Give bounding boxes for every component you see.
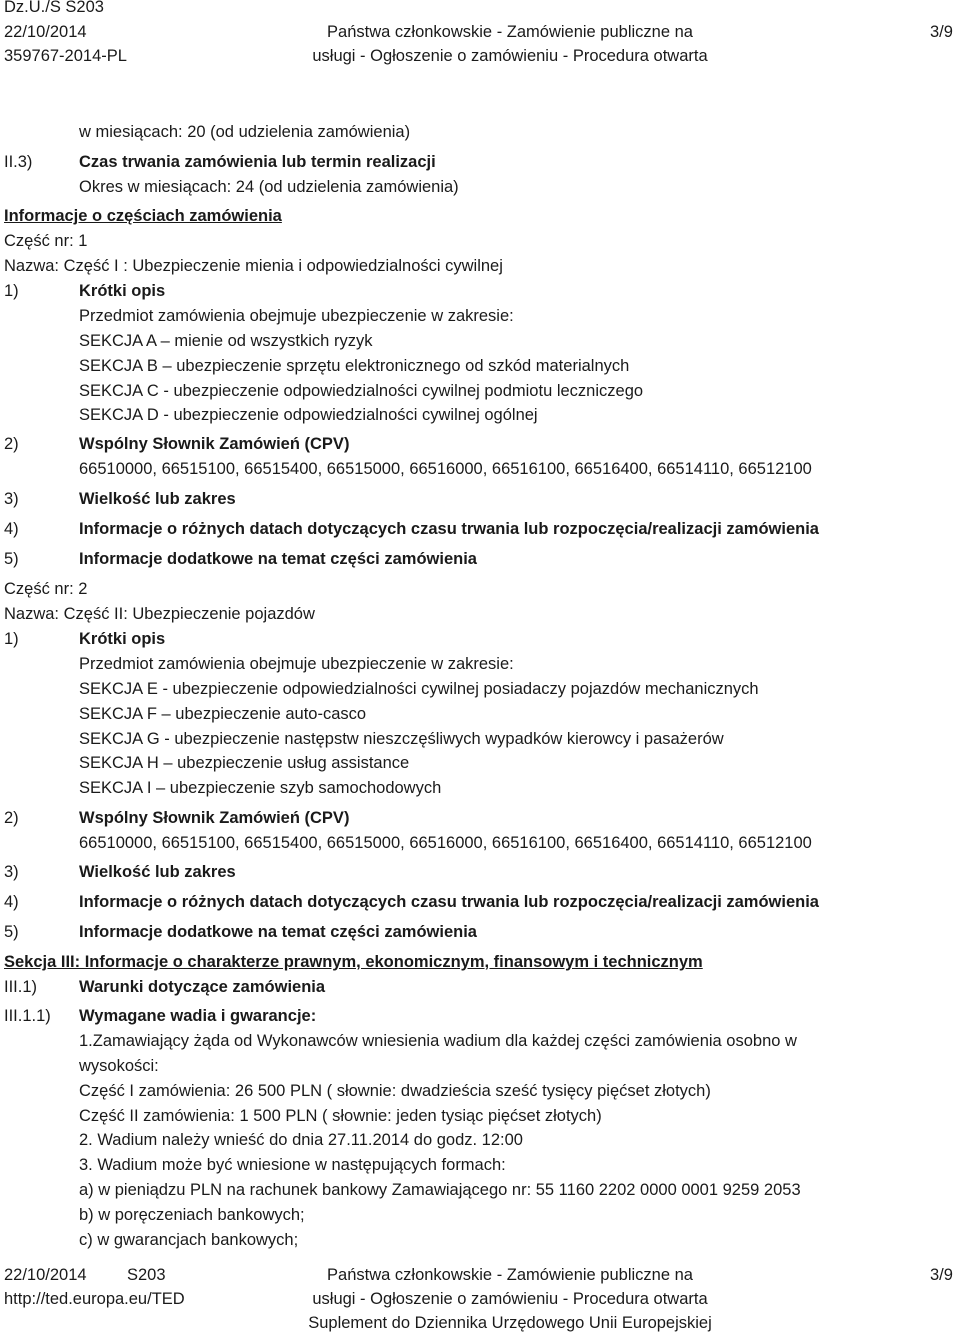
part-1-desc-line: SEKCJA B – ubezpieczenie sprzętu elektronicznego od szkód materialnych <box>79 357 630 375</box>
section-iii1-number: III.1) <box>4 978 38 996</box>
part-1-size-num: 3) <box>4 490 19 508</box>
part-1-dates-title: Informacje o różnych datach dotyczących czasu trwania lub rozpoczęcia/realizacji zamówienia <box>79 520 819 538</box>
section-iii11-number: III.1.1) <box>4 1007 51 1025</box>
footer-url-link[interactable]: http://ted.europa.eu/TED <box>4 1290 185 1308</box>
guarantee-line: Część II zamówienia: 1 500 PLN ( słownie: jeden tysiąc pięćset złotych) <box>79 1107 602 1125</box>
part-1-cpv-num: 2) <box>4 435 19 453</box>
part-2-dates-num: 4) <box>4 893 19 911</box>
guarantee-line: 1.Zamawiający żąda od Wykonawców wniesienia wadium dla każdej części zamówienia osobno w <box>79 1032 797 1050</box>
section-iii11-title: Wymagane wadia i gwarancje: <box>79 1007 317 1025</box>
part-2-desc-line: SEKCJA F – ubezpieczenie auto-casco <box>79 705 367 723</box>
guarantee-line: wysokości: <box>79 1057 159 1075</box>
guarantee-line: c) w gwarancjach bankowych; <box>79 1231 299 1249</box>
footer-date: 22/10/2014 <box>4 1266 87 1284</box>
part-2-short-num: 1) <box>4 630 19 648</box>
part-2-extra-title: Informacje dodatkowe na temat części zamówienia <box>79 923 477 941</box>
part-2-size-title: Wielkość lub zakres <box>79 863 236 881</box>
part-1-cpv-title: Wspólny Słownik Zamówień (CPV) <box>79 435 350 453</box>
part-2-extra-num: 5) <box>4 923 19 941</box>
part-1-short-num: 1) <box>4 282 19 300</box>
part-2-size-num: 3) <box>4 863 19 881</box>
part-2-desc-line: Przedmiot zamówienia obejmuje ubezpieczenie w zakresie: <box>79 655 514 673</box>
part-2-number: Część nr: 2 <box>4 580 88 598</box>
guarantee-line: a) w pieniądzu PLN na rachunek bankowy Zamawiającego nr: 55 1160 2202 0000 0001 9259 2053 <box>79 1181 801 1199</box>
guarantee-line: Część I zamówienia: 26 500 PLN ( słownie: dwadzieścia sześć tysięcy pięćset złotych) <box>79 1082 711 1100</box>
section-iii1-title: Warunki dotyczące zamówienia <box>79 978 326 996</box>
parts-heading: Informacje o częściach zamówienia <box>4 207 282 225</box>
section-ii3-title: Czas trwania zamówienia lub termin realizacji <box>79 153 436 171</box>
part-2-desc-line: SEKCJA H – ubezpieczenie usług assistance <box>79 754 410 772</box>
part-2-cpv-num: 2) <box>4 809 19 827</box>
part-1-size-title: Wielkość lub zakres <box>79 490 236 508</box>
guarantee-line: b) w poręczeniach bankowych; <box>79 1206 305 1224</box>
part-2-cpv-codes: 66510000, 66515100, 66515400, 66515000, 66516000, 66516100, 66516400, 66514110, 66512100 <box>79 834 812 852</box>
footer-series: S203 <box>127 1266 166 1284</box>
guarantee-line: 2. Wadium należy wnieść do dnia 27.11.2014 do godz. 12:00 <box>79 1131 523 1149</box>
part-1-desc-line: Przedmiot zamówienia obejmuje ubezpieczenie w zakresie: <box>79 307 514 325</box>
header-title-line2: usługi - Ogłoszenie o zamówieniu - Procedura otwarta <box>312 47 708 65</box>
part-1-cpv-codes: 66510000, 66515100, 66515400, 66515000, 66516000, 66516100, 66516400, 66514110, 66512100 <box>79 460 812 478</box>
part-1-short-title: Krótki opis <box>79 282 166 300</box>
header-title-line1: Państwa członkowskie - Zamówienie publiczne na <box>327 23 693 41</box>
header-notice-id: 359767-2014-PL <box>4 47 127 65</box>
part-2-short-title: Krótki opis <box>79 630 166 648</box>
part-1-desc-line: SEKCJA D - ubezpieczenie odpowiedzialności cywilnej ogólnej <box>79 406 538 424</box>
previous-duration: w miesiącach: 20 (od udzielenia zamówienia) <box>79 123 411 141</box>
header-date: 22/10/2014 <box>4 23 87 41</box>
part-1-desc-line: SEKCJA A – mienie od wszystkich ryzyk <box>79 332 373 350</box>
part-2-desc-line: SEKCJA I – ubezpieczenie szyb samochodowych <box>79 779 442 797</box>
header-doc-ref: Dz.U./S S203 <box>4 0 104 16</box>
part-1-desc-line: SEKCJA C - ubezpieczenie odpowiedzialności cywilnej podmiotu leczniczego <box>79 382 644 400</box>
part-2-name: Nazwa: Część II: Ubezpieczenie pojazdów <box>4 605 315 623</box>
part-1-dates-num: 4) <box>4 520 19 538</box>
part-2-desc-line: SEKCJA E - ubezpieczenie odpowiedzialności cywilnej posiadaczy pojazdów mechanicznych <box>79 680 759 698</box>
footer-supplement: Suplement do Dziennika Urzędowego Unii Europejskiej <box>308 1314 712 1332</box>
guarantee-line: 3. Wadium może być wniesione w następujących formach: <box>79 1156 506 1174</box>
part-2-cpv-title: Wspólny Słownik Zamówień (CPV) <box>79 809 350 827</box>
part-1-number: Część nr: 1 <box>4 232 88 250</box>
header-page-number: 3/9 <box>930 23 953 41</box>
part-2-dates-title: Informacje o różnych datach dotyczących czasu trwania lub rozpoczęcia/realizacji zamówienia <box>79 893 819 911</box>
section-ii3-number: II.3) <box>4 153 33 171</box>
section-iii-heading: Sekcja III: Informacje o charakterze prawnym, ekonomicznym, finansowym i technicznym <box>4 953 703 971</box>
part-1-extra-num: 5) <box>4 550 19 568</box>
part-1-extra-title: Informacje dodatkowe na temat części zamówienia <box>79 550 477 568</box>
part-1-name: Nazwa: Część I : Ubezpieczenie mienia i odpowiedzialności cywilnej <box>4 257 503 275</box>
part-2-desc-line: SEKCJA G - ubezpieczenie następstw nieszczęśliwych wypadków kierowcy i pasażerów <box>79 730 724 748</box>
footer-title-line2: usługi - Ogłoszenie o zamówieniu - Procedura otwarta <box>312 1290 708 1308</box>
footer-title-line1: Państwa członkowskie - Zamówienie publiczne na <box>327 1266 693 1284</box>
section-ii3-value: Okres w miesiącach: 24 (od udzielenia zamówienia) <box>79 178 459 196</box>
footer-page-number: 3/9 <box>930 1266 953 1284</box>
